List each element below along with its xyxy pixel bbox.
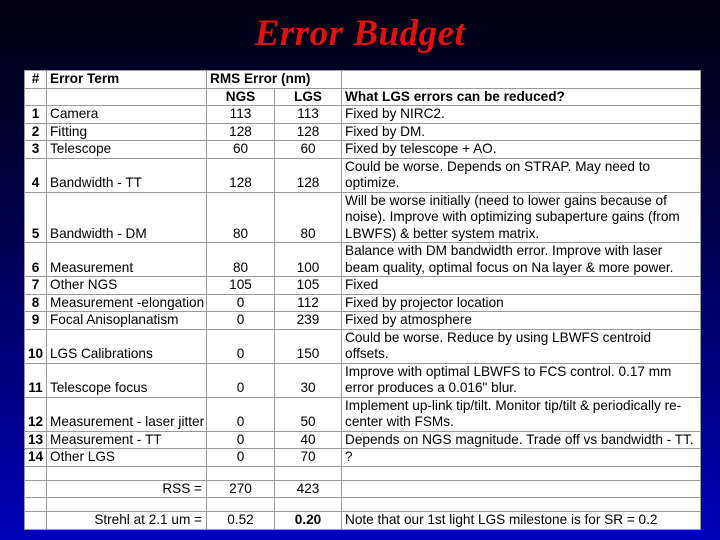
reduction-note: Will be worse initially (need to lower gains because of noise). Improve with optimizing subaperture gains (from LBWFS) & better system matrix. (342, 192, 701, 243)
ngs-value: 105 (207, 277, 275, 295)
reduction-note: Fixed by projector location (342, 294, 701, 312)
ngs-value: 80 (207, 243, 275, 277)
ngs-value: 60 (207, 141, 275, 159)
header-lgs: LGS (275, 88, 342, 106)
row-number: 13 (25, 431, 47, 449)
spacer-row (25, 466, 701, 480)
ngs-value: 0 (207, 363, 275, 397)
row-number: 3 (25, 141, 47, 159)
table-row (25, 449, 701, 467)
reduction-note: Fixed by atmosphere (342, 312, 701, 330)
error-term: Camera (47, 106, 207, 124)
error-term: Fitting (47, 123, 207, 141)
lgs-value: 150 (275, 329, 342, 363)
row-number: 9 (25, 312, 47, 330)
ngs-value: 0 (207, 294, 275, 312)
table-row (25, 397, 701, 431)
error-term: Measurement (47, 243, 207, 277)
table-row (25, 192, 701, 243)
lgs-value: 80 (275, 192, 342, 243)
error-term: Measurement -elongation (47, 294, 207, 312)
table-row (25, 243, 701, 277)
reduction-note: Implement up-link tip/tilt. Monitor tip/tilt & periodically re-center with FSMs. (342, 397, 701, 431)
lgs-value: 105 (275, 277, 342, 295)
error-term: Measurement - laser jitter (47, 397, 207, 431)
table-row (25, 363, 701, 397)
row-number: 4 (25, 158, 47, 192)
reduction-note: Fixed by telescope + AO. (342, 141, 701, 159)
reduction-note: Improve with optimal LBWFS to FCS control. 0.17 mm error produces a 0.016" blur. (342, 363, 701, 397)
reduction-note: Fixed by DM. (342, 123, 701, 141)
lgs-value: 70 (275, 449, 342, 467)
rss-label: RSS = (47, 480, 207, 498)
row-number: 12 (25, 397, 47, 431)
lgs-value: 128 (275, 158, 342, 192)
header-rms-error: RMS Error (nm) (207, 71, 342, 89)
row-number: 8 (25, 294, 47, 312)
row-number: 10 (25, 329, 47, 363)
strehl-note: Note that our 1st light LGS milestone is for SR = 0.2 (342, 512, 701, 530)
table-row (25, 106, 701, 124)
header-blank (342, 71, 701, 89)
lgs-value: 30 (275, 363, 342, 397)
error-term: Other NGS (47, 277, 207, 295)
lgs-value: 100 (275, 243, 342, 277)
error-term: Telescope (47, 141, 207, 159)
error-term: Bandwidth - DM (47, 192, 207, 243)
error-term: Other LGS (47, 449, 207, 467)
lgs-value: 239 (275, 312, 342, 330)
ngs-value: 0 (207, 312, 275, 330)
reduction-note: Fixed (342, 277, 701, 295)
header-num: # (25, 71, 47, 89)
reduction-note: Could be worse. Depends on STRAP. May need to optimize. (342, 158, 701, 192)
strehl-row (25, 512, 701, 530)
header-notes: What LGS errors can be reduced? (342, 88, 701, 106)
table-row (25, 158, 701, 192)
reduction-note: Could be worse. Reduce by using LBWFS centroid offsets. (342, 329, 701, 363)
lgs-value: 113 (275, 106, 342, 124)
ngs-value: 0 (207, 329, 275, 363)
header-row (25, 71, 701, 89)
rss-ngs: 270 (207, 480, 275, 498)
error-term: Measurement - TT (47, 431, 207, 449)
header-ngs: NGS (207, 88, 275, 106)
strehl-label: Strehl at 2.1 um = (47, 512, 207, 530)
ngs-value: 128 (207, 123, 275, 141)
reduction-note: Balance with DM bandwidth error. Improve with laser beam quality, optimal focus on Na layer & more power. (342, 243, 701, 277)
slide-title: Error Budget (254, 13, 466, 54)
lgs-value: 112 (275, 294, 342, 312)
table-row (25, 294, 701, 312)
row-number: 2 (25, 123, 47, 141)
ngs-value: 113 (207, 106, 275, 124)
ngs-value: 0 (207, 449, 275, 467)
table-row (25, 123, 701, 141)
error-term: LGS Calibrations (47, 329, 207, 363)
strehl-lgs: 0.20 (275, 512, 342, 530)
strehl-ngs: 0.52 (207, 512, 275, 530)
lgs-value: 40 (275, 431, 342, 449)
row-number: 1 (25, 106, 47, 124)
table-row (25, 141, 701, 159)
subheader-row (25, 88, 701, 106)
table-row (25, 312, 701, 330)
row-number: 7 (25, 277, 47, 295)
error-budget-sheet (24, 70, 700, 530)
header-error-term: Error Term (47, 71, 207, 89)
ngs-value: 128 (207, 158, 275, 192)
reduction-note: Fixed by NIRC2. (342, 106, 701, 124)
table-row (25, 277, 701, 295)
error-term: Focal Anisoplanatism (47, 312, 207, 330)
lgs-value: 50 (275, 397, 342, 431)
row-number: 6 (25, 243, 47, 277)
error-term: Telescope focus (47, 363, 207, 397)
ngs-value: 0 (207, 431, 275, 449)
table-row (25, 431, 701, 449)
row-number: 11 (25, 363, 47, 397)
row-number: 5 (25, 192, 47, 243)
lgs-value: 60 (275, 141, 342, 159)
error-term: Bandwidth - TT (47, 158, 207, 192)
ngs-value: 0 (207, 397, 275, 431)
spacer-row (25, 498, 701, 512)
table-row (25, 329, 701, 363)
reduction-note: ? (342, 449, 701, 467)
rss-lgs: 423 (275, 480, 342, 498)
error-budget-table (24, 70, 701, 530)
ngs-value: 80 (207, 192, 275, 243)
row-number: 14 (25, 449, 47, 467)
reduction-note: Depends on NGS magnitude. Trade off vs bandwidth - TT. (342, 431, 701, 449)
rss-row (25, 480, 701, 498)
lgs-value: 128 (275, 123, 342, 141)
